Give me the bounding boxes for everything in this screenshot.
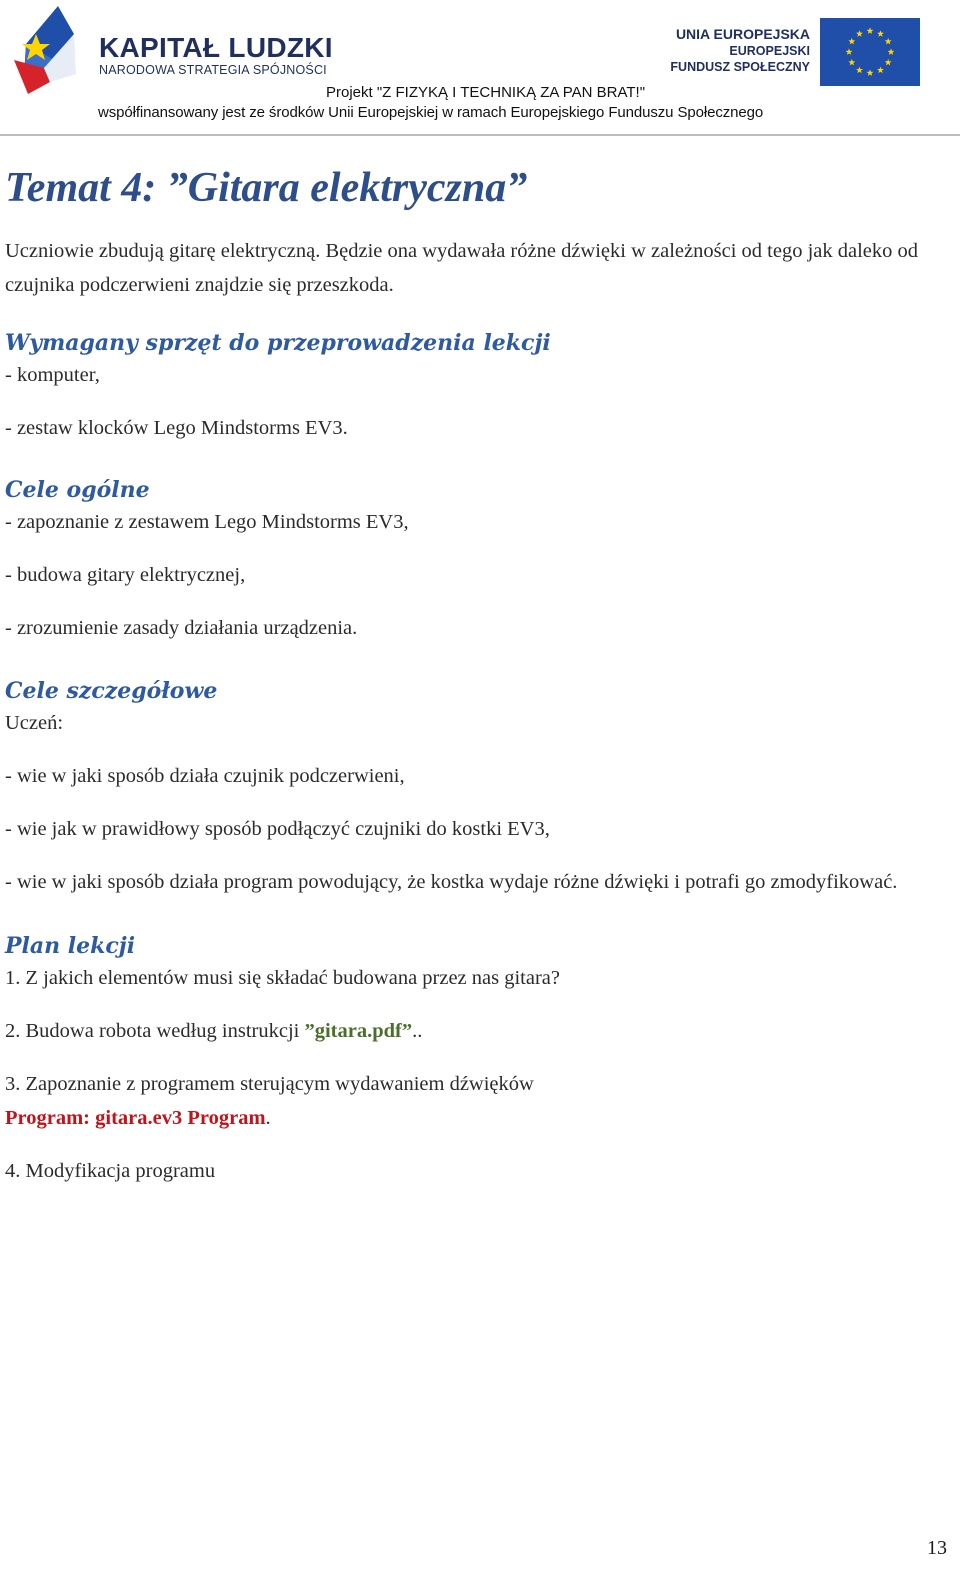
- header-divider: [0, 134, 960, 136]
- detailed-goals-heading: Cele szczegółowe: [5, 678, 218, 704]
- plan-step-suffix: ..: [412, 1020, 423, 1042]
- eu-fund-label: [670, 26, 810, 75]
- lesson-title: Temat 4: ”Gitara elektryczna”: [5, 165, 528, 211]
- equipment-heading: Wymagany sprzęt do przeprowadzenia lekcji: [5, 330, 551, 356]
- detailed-goal-item: - wie w jaki sposób działa program powodujący, że kostka wydaje różne dźwięki i potrafi go zmodyfikować.: [5, 871, 898, 893]
- page-number: 13: [927, 1537, 947, 1559]
- general-goals-heading: Cele ogólne: [5, 477, 150, 503]
- eu-flag-icon: [820, 18, 920, 86]
- plan-step: 4. Modyfikacja programu: [5, 1160, 216, 1182]
- plan-step-text: 2. Budowa robota według instrukcji: [5, 1020, 305, 1042]
- eu-label-line-2: EUROPEJSKI: [729, 44, 810, 58]
- plan-step: 3. Zapoznanie z programem sterującym wydawaniem dźwięków: [5, 1073, 534, 1095]
- general-goal-item: - zapoznanie z zestawem Lego Mindstorms EV3,: [5, 511, 409, 533]
- equipment-item: - komputer,: [5, 364, 100, 386]
- lesson-plan-heading: Plan lekcji: [5, 933, 136, 959]
- program-link[interactable]: Program: gitara.ev3 Program: [5, 1107, 266, 1129]
- eu-label-line-1: UNIA EUROPEJSKA: [675, 26, 810, 42]
- kapital-ludzki-subtitle: NARODOWA STRATEGIA SPÓJNOŚCI: [99, 63, 327, 77]
- kapital-ludzki-logo-icon: [14, 4, 84, 96]
- instruction-pdf-link[interactable]: ”gitara.pdf”: [304, 1020, 413, 1042]
- plan-step: 1. Z jakich elementów musi się składać budowana przez nas gitara?: [5, 967, 561, 989]
- project-name: Projekt "Z FIZYKĄ I TECHNIKĄ ZA PAN BRAT!": [326, 84, 646, 101]
- eu-label-line-3: FUNDUSZ SPOŁECZNY: [670, 60, 810, 74]
- general-goal-item: - budowa gitary elektrycznej,: [5, 564, 246, 586]
- kapital-ludzki-title: KAPITAŁ LUDZKI: [99, 32, 333, 63]
- cofinancing-note: współfinansowany jest ze środków Unii Europejskiej w ramach Europejskiego Funduszu Społecznego: [98, 104, 764, 121]
- student-lead: Uczeń:: [5, 712, 64, 734]
- general-goal-item: - zrozumienie zasady działania urządzenia.: [5, 617, 358, 639]
- document-body: [5, 160, 945, 1188]
- program-reference: [5, 1101, 945, 1135]
- detailed-goal-item: - wie jak w prawidłowy sposób podłączyć czujniki do kostki EV3,: [5, 818, 550, 840]
- lesson-intro: Uczniowie zbudują gitarę elektryczną. Będzie ona wydawała różne dźwięki w zależności od tego jak daleko od czujnika podczerwieni znajdzie się przeszkoda.: [5, 240, 919, 296]
- equipment-item: - zestaw klocków Lego Mindstorms EV3.: [5, 417, 348, 439]
- detailed-goal-item: - wie w jaki sposób działa czujnik podczerwieni,: [5, 765, 405, 787]
- plan-step: [5, 1014, 945, 1048]
- document-header: [0, 0, 960, 135]
- program-suffix: .: [265, 1107, 271, 1129]
